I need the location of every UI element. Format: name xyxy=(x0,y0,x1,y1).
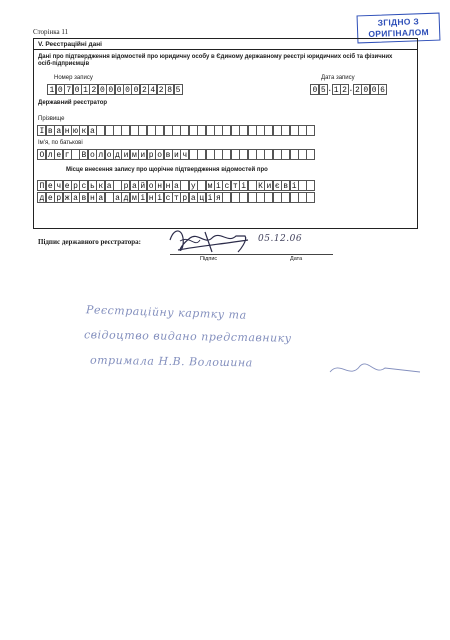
char-cell: і xyxy=(239,180,248,191)
char-cell: 0 xyxy=(123,84,132,95)
char-cell: 2 xyxy=(89,84,98,95)
char-cell: я xyxy=(214,192,223,203)
record-date-label: Дата запису xyxy=(321,75,355,81)
char-cell: о xyxy=(155,149,164,160)
char-cell: в xyxy=(46,125,55,136)
char-cell: 0 xyxy=(310,84,319,95)
char-cell: н xyxy=(147,192,156,203)
char-cell: к xyxy=(79,125,88,136)
char-cell: 1 xyxy=(332,84,341,95)
char-cell: н xyxy=(88,192,97,203)
char-cell: 0 xyxy=(115,84,124,95)
char-cell: 6 xyxy=(378,84,387,95)
char-cell: в xyxy=(281,180,290,191)
char-cell: 2 xyxy=(353,84,362,95)
char-cell: 7 xyxy=(64,84,73,95)
surname-field xyxy=(38,125,315,136)
char-cell: 8 xyxy=(165,84,174,95)
char-cell: о xyxy=(88,149,97,160)
char-cell: В xyxy=(79,149,88,160)
char-cell: н xyxy=(155,180,164,191)
char-cell: І xyxy=(37,125,46,136)
char-cell: р xyxy=(54,192,63,203)
char-cell: 0 xyxy=(106,84,115,95)
char-cell: й xyxy=(138,180,147,191)
handwritten-note-line-3: отримала Н.В. Волошина xyxy=(89,353,253,370)
char-cell: 0 xyxy=(370,84,379,95)
handwritten-note-line-2: свідоцтво видано представнику xyxy=(83,328,292,345)
char-cell: 0 xyxy=(73,84,82,95)
date-line xyxy=(258,254,333,255)
signature-label: Підпис державного реєстратора: xyxy=(38,238,141,246)
section-intro: Дані про підтвердження відомостей про юридичну особу в Єдиному державному реєстрі юридичних осіб та фізичних осіб-підприємців xyxy=(38,54,393,67)
place-label: Місце внесення запису про щорічне підтвердження відомостей про xyxy=(66,167,268,173)
char-cell: м xyxy=(206,180,215,191)
char-cell: ч xyxy=(180,149,189,160)
char-cell: а xyxy=(71,192,80,203)
char-cell: ж xyxy=(63,192,72,203)
date-sublabel: Дата xyxy=(290,256,303,262)
char-cell: с xyxy=(79,180,88,191)
char-cell: . xyxy=(348,85,354,94)
char-cell: а xyxy=(105,180,114,191)
char-cell: 0 xyxy=(361,84,370,95)
char-cell: т xyxy=(172,192,181,203)
char-cell: і xyxy=(155,192,164,203)
section-title: V. Реєстраційні дані xyxy=(34,39,417,50)
char-cell: 5 xyxy=(174,84,183,95)
char-cell: в xyxy=(79,192,88,203)
record-number-label: Номер запису xyxy=(54,75,93,81)
char-cell: а xyxy=(172,180,181,191)
char-cell: в xyxy=(164,149,173,160)
stamp-line-1: ЗГІДНО З xyxy=(377,16,420,28)
char-cell: и xyxy=(264,180,273,191)
char-cell: е xyxy=(46,180,55,191)
char-cell: е xyxy=(54,149,63,160)
char-cell: і xyxy=(290,180,299,191)
name-field xyxy=(38,149,315,160)
registrar-heading: Державний реєстратор xyxy=(38,100,108,106)
record-date-field xyxy=(311,84,387,95)
char-cell: и xyxy=(172,149,181,160)
char-cell: г xyxy=(63,149,72,160)
char-cell: 2 xyxy=(340,84,349,95)
char-cell: а xyxy=(54,125,63,136)
char-cell: і xyxy=(214,180,223,191)
char-cell: м xyxy=(130,192,139,203)
char-cell: л xyxy=(96,149,105,160)
char-cell: н xyxy=(164,180,173,191)
char-cell: д xyxy=(37,192,46,203)
char-cell xyxy=(306,125,315,136)
char-cell: у xyxy=(189,180,198,191)
char-cell: л xyxy=(46,149,55,160)
char-cell: ч xyxy=(54,180,63,191)
char-cell: 0 xyxy=(56,84,65,95)
char-cell: П xyxy=(37,180,46,191)
char-cell: а xyxy=(88,125,97,136)
handwritten-date: 05.12.06 xyxy=(258,234,303,244)
place-line-1 xyxy=(38,180,315,191)
char-cell: ц xyxy=(197,192,206,203)
record-number-field xyxy=(48,84,183,95)
char-cell: 5 xyxy=(319,84,328,95)
char-cell: 1 xyxy=(81,84,90,95)
char-cell: 1 xyxy=(47,84,56,95)
place-line-2 xyxy=(38,192,315,203)
page-number-label: Сторінка 11 xyxy=(33,28,69,36)
char-cell: е xyxy=(63,180,72,191)
char-cell: а xyxy=(96,192,105,203)
char-cell: т xyxy=(231,180,240,191)
handwritten-note-line-1: Реєстраційну картку та xyxy=(85,303,247,322)
char-cell: а xyxy=(130,180,139,191)
char-cell: . xyxy=(327,85,333,94)
signature-sublabel: Підпис xyxy=(200,256,218,262)
char-cell: 0 xyxy=(98,84,107,95)
char-cell: і xyxy=(206,192,215,203)
char-cell: К xyxy=(256,180,265,191)
char-cell: с xyxy=(164,192,173,203)
char-cell: и xyxy=(121,149,130,160)
char-cell: ь xyxy=(88,180,97,191)
char-cell: о xyxy=(105,149,114,160)
char-cell: е xyxy=(46,192,55,203)
char-cell: р xyxy=(147,149,156,160)
char-cell: і xyxy=(138,192,147,203)
char-cell: 2 xyxy=(140,84,149,95)
char-cell: и xyxy=(138,149,147,160)
char-cell: н xyxy=(63,125,72,136)
char-cell: р xyxy=(121,180,130,191)
char-cell: а xyxy=(189,192,198,203)
char-cell: є xyxy=(273,180,282,191)
char-cell: 4 xyxy=(148,84,157,95)
registration-data-form xyxy=(33,38,418,229)
char-cell: д xyxy=(121,192,130,203)
stamp-line-2: ОРИГІНАЛОМ xyxy=(368,26,430,40)
char-cell: о xyxy=(147,180,156,191)
char-cell: с xyxy=(222,180,231,191)
char-cell: 2 xyxy=(157,84,166,95)
char-cell xyxy=(306,192,315,203)
char-cell: ю xyxy=(71,125,80,136)
name-label: Ім'я, по батькові xyxy=(38,140,83,146)
char-cell: р xyxy=(71,180,80,191)
char-cell: р xyxy=(180,192,189,203)
char-cell: О xyxy=(37,149,46,160)
surname-label: Прізвище xyxy=(38,116,65,122)
signature-line xyxy=(170,254,260,255)
char-cell xyxy=(306,180,315,191)
char-cell: 0 xyxy=(131,84,140,95)
char-cell: к xyxy=(96,180,105,191)
char-cell: м xyxy=(130,149,139,160)
char-cell: а xyxy=(113,192,122,203)
char-cell xyxy=(306,149,315,160)
char-cell: д xyxy=(113,149,122,160)
